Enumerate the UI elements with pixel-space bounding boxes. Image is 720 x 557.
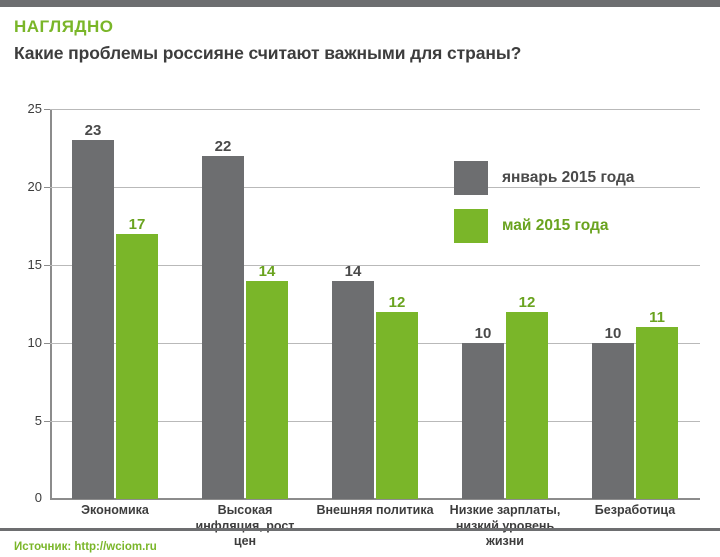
bar-wrap-jan-2 — [332, 109, 374, 499]
bar-may-3 — [506, 312, 548, 499]
bar-value-may-2: 12 — [388, 293, 406, 311]
kicker-label: НАГЛЯДНО — [14, 17, 114, 36]
legend — [454, 161, 634, 243]
bar-wrap-jan-0 — [72, 109, 114, 499]
bar-may-4 — [636, 327, 678, 499]
category-label-4-line-0: Безработица — [594, 503, 676, 517]
header — [0, 7, 720, 64]
y-tick-label-25: 25 — [27, 101, 42, 116]
bar-may-1 — [246, 281, 288, 499]
category-label-2-line-0: Внешняя политика — [316, 503, 434, 517]
bar-wrap-may-0 — [116, 109, 158, 499]
bar-value-jan-0: 23 — [84, 122, 102, 140]
category-label-1-line-1: инфляция, рост — [195, 518, 295, 533]
source-label: Источник: http://wciom.ru — [14, 541, 157, 553]
bar-jan-2 — [332, 281, 374, 499]
bar-jan-0 — [72, 140, 114, 499]
legend-label-may: май 2015 года — [502, 217, 609, 234]
bar-wrap-jan-1 — [202, 109, 244, 499]
page-title: Какие проблемы россияне считают важными для страны? — [14, 43, 522, 63]
bar-may-2 — [376, 312, 418, 499]
bar-value-may-3: 12 — [518, 293, 536, 311]
bar-group-economy — [53, 109, 177, 499]
legend-swatch-jan — [454, 161, 488, 195]
bar-wrap-may-1 — [246, 109, 288, 499]
bar-wrap-may-2 — [376, 109, 418, 499]
bar-value-jan-1: 22 — [214, 137, 232, 155]
bar-value-jan-4: 10 — [604, 325, 622, 342]
legend-item-jan — [454, 161, 634, 195]
plot-area — [27, 101, 700, 505]
bar-jan-4 — [592, 343, 634, 499]
category-label-3-line-1: низкий уровень — [455, 518, 555, 533]
bar-wrap-may-4 — [636, 109, 678, 499]
bar-may-0 — [116, 234, 158, 499]
legend-label-jan: январь 2015 года — [502, 169, 635, 186]
bar-value-may-1: 14 — [258, 262, 276, 280]
category-label-3-line-0: Низкие зарплаты, — [449, 503, 561, 517]
legend-item-may — [454, 209, 634, 243]
bar-jan-1 — [202, 156, 244, 499]
bar-value-may-4: 11 — [649, 309, 665, 327]
bar-value-jan-3: 10 — [474, 325, 492, 342]
bar-group-foreign-policy — [313, 109, 437, 499]
y-tick-label-0: 0 — [34, 490, 42, 505]
category-label-1-line-0: Высокая — [217, 503, 273, 517]
bar-value-may-0: 17 — [128, 215, 146, 233]
category-label-0-line-0: Экономика — [81, 503, 149, 517]
y-tick-label-15: 15 — [27, 257, 42, 272]
category-label-3-line-2: жизни — [486, 534, 524, 549]
category-label-1-line-2: цен — [233, 534, 257, 549]
bar-value-jan-2: 14 — [344, 262, 362, 280]
bar-jan-3 — [462, 343, 504, 499]
bar-group-inflation — [183, 109, 307, 499]
y-tick-label-20: 20 — [27, 179, 42, 194]
y-tick-label-5: 5 — [34, 413, 42, 428]
legend-swatch-may — [454, 209, 488, 243]
y-tick-label-10: 10 — [27, 335, 42, 350]
